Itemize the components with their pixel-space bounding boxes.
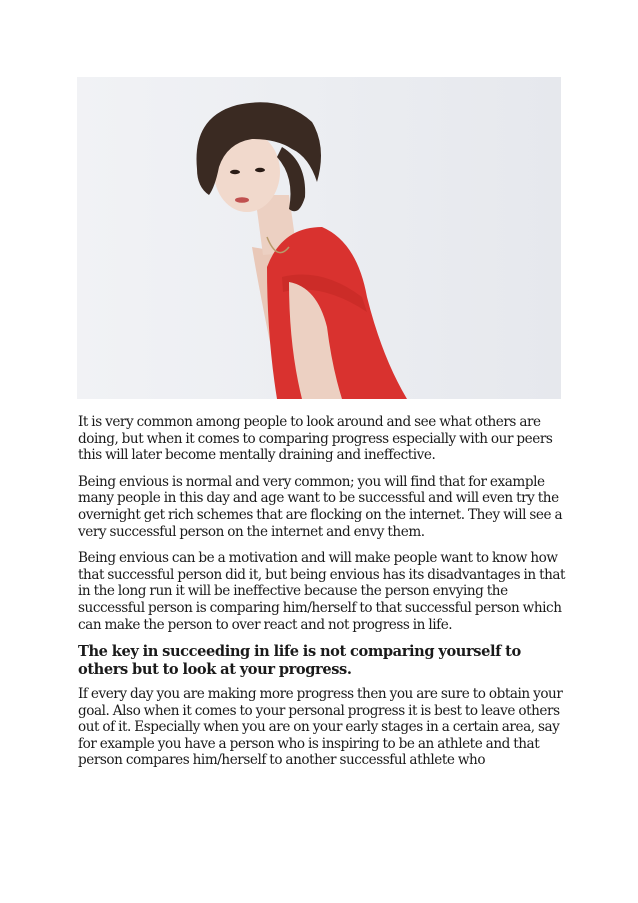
portrait-illustration [77, 77, 561, 399]
paragraph-1: It is very common among people to look around and see what others are doing, but when it comes to comparing progress especially with our peers this will later become mentally draining and ineffective. [78, 414, 553, 464]
paragraph-2: Being envious is normal and very common; you will find that for example many people in this day and age want to be successful and will even try the overnight get rich schemes that are flocking on the internet. They will see a very successful person on the internet and envy them. [78, 473, 563, 540]
eye-left [230, 170, 240, 174]
paragraph-3: Being envious can be a motivation and will make people want to know how that successful person did it, but being envious has its disadvantages in that in the long run it will be ineffective because the person envying the successful person is comparing him/herself to that successful person which can make the person to over react and not progress in life. [78, 550, 566, 633]
red-dress-shape [267, 227, 407, 399]
paragraph-4: If every day you are making more progress then you are sure to obtain your goal. Also when it comes to your personal progress it is best to leave others out of it. Especially when you are on your early stages in a certain area, say for example you have a person who is inspiring to be an athlete and that person compares him/herself to another successful athlete who [78, 685, 563, 769]
section-heading: The key in succeeding in life is not comparing yourself to others but to look at your progress. [78, 643, 521, 678]
portrait-photo [77, 77, 561, 399]
article-body [78, 414, 566, 779]
eye-right [255, 168, 265, 172]
lips [235, 197, 249, 203]
